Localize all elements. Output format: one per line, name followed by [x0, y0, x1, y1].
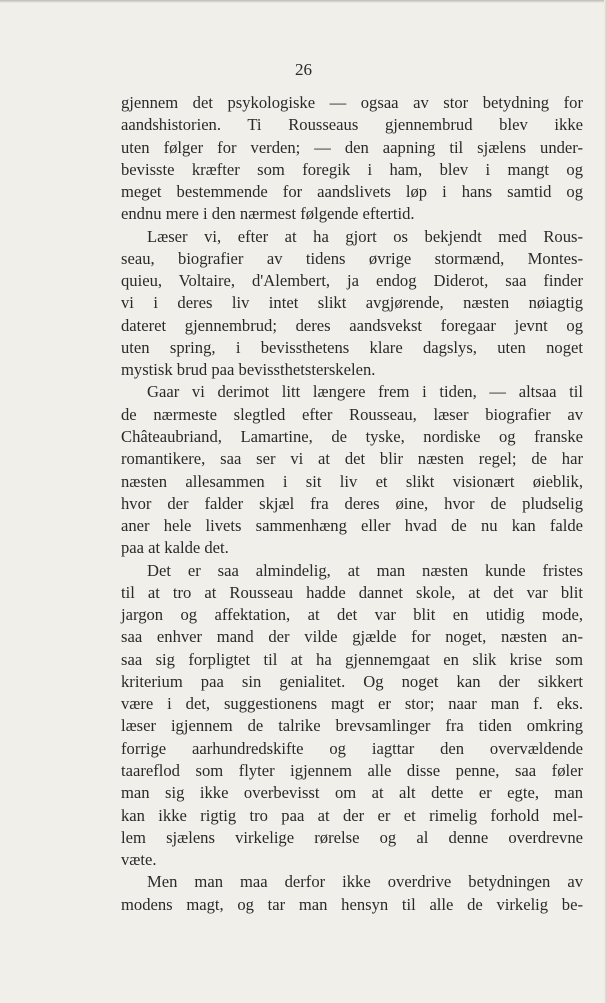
text-line: endnu mere i den nærmest følgende eftertid. [121, 204, 415, 224]
body-text [121, 92, 583, 916]
text-line: næsten allesammen i sit liv et slikt visionært øieblik, [121, 471, 583, 491]
paragraph [121, 871, 583, 916]
text-line: Gaar vi derimot litt længere frem i tiden, — altsaa til [147, 382, 583, 402]
paragraph [121, 560, 583, 872]
text-line: modens magt, og tar man hensyn til alle de virkelig be- [121, 894, 583, 914]
text-line: dateret gjennembrud; deres aandsvekst foregaar jevnt og [121, 315, 583, 335]
text-line: meget bestemmende for aandslivets løp i hans samtid og [121, 182, 583, 202]
text-line: bevisste kræfter som foregik i ham, blev i mangt og [121, 159, 583, 179]
text-line: læser igjennem de talrike brevsamlinger fra tiden omkring [121, 716, 583, 736]
text-line: man sig ikke overbevisst om at alt dette er egte, man [121, 783, 583, 803]
text-line: Det er saa almindelig, at man næsten kunde fristes [147, 560, 583, 580]
paragraph [121, 92, 583, 226]
text-line: Châteaubriand, Lamartine, de tyske, nordiske og franske [121, 426, 583, 446]
text-line: uten spring, i bevissthetens klare dagslys, uten noget [121, 337, 583, 357]
text-line: kriterium paa sin genialitet. Og noget kan der sikkert [121, 671, 583, 691]
text-line: hvor der falder skjæl fra deres øine, hvor de pludselig [121, 493, 583, 513]
page-top-edge [0, 0, 607, 3]
text-line: saa sig forpligtet til at ha gjennemgaat en slik krise som [121, 649, 583, 669]
text-line: seau, biografier av tidens øvrige stormænd, Montes- [121, 248, 583, 268]
paragraph [121, 226, 583, 382]
text-line: aner hele livets sammenhæng eller hvad de nu kan falde [121, 516, 583, 536]
text-line: de nærmeste slegtled efter Rousseau, læser biografier av [121, 404, 583, 424]
text-line: forrige aarhundredskifte og iagttar den overvældende [121, 738, 583, 758]
text-line: romantikere, saa ser vi at det blir næsten regel; de har [121, 449, 583, 469]
text-line: gjennem det psykologiske — ogsaa av stor betydning for [121, 93, 583, 112]
text-line: til at tro at Rousseau hadde dannet skole, at det var blit [121, 582, 583, 602]
text-line: taareflod som flyter igjennem alle disse penne, saa føler [121, 760, 583, 780]
page-number: 26 [295, 60, 312, 79]
text-line: vi i deres liv intet slikt avgjørende, næsten nøiagtig [121, 293, 583, 313]
text-line: quieu, Voltaire, d'Alembert, ja endog Diderot, saa finder [121, 271, 583, 291]
text-line: paa at kalde det. [121, 538, 229, 558]
text-line: Læser vi, efter at ha gjort os bekjendt med Rous- [147, 226, 583, 246]
text-line: Men man maa derfor ikke overdrive betydningen av [147, 872, 583, 892]
paragraph [121, 381, 583, 559]
text-line: lem sjælens virkelige rørelse og al denne overdrevne [121, 827, 583, 847]
text-line: aandshistorien. Ti Rousseaus gjennembrud blev ikke [121, 115, 583, 135]
text-line: uten følger for verden; — den aapning til sjælens under- [121, 137, 583, 157]
text-line: være i det, suggestionens magt er stor; naar man f. eks. [121, 694, 583, 714]
text-line: jargon og affektation, at det var blit en utidig mode, [121, 605, 583, 625]
text-line: kan ikke rigtig tro paa at der er et rimelig forhold mel- [121, 805, 583, 825]
text-line: saa enhver mand der vilde gjælde for noget, næsten an- [121, 627, 583, 647]
text-line: mystisk brud paa bevissthetsterskelen. [121, 360, 376, 380]
text-line: væte. [121, 850, 157, 870]
